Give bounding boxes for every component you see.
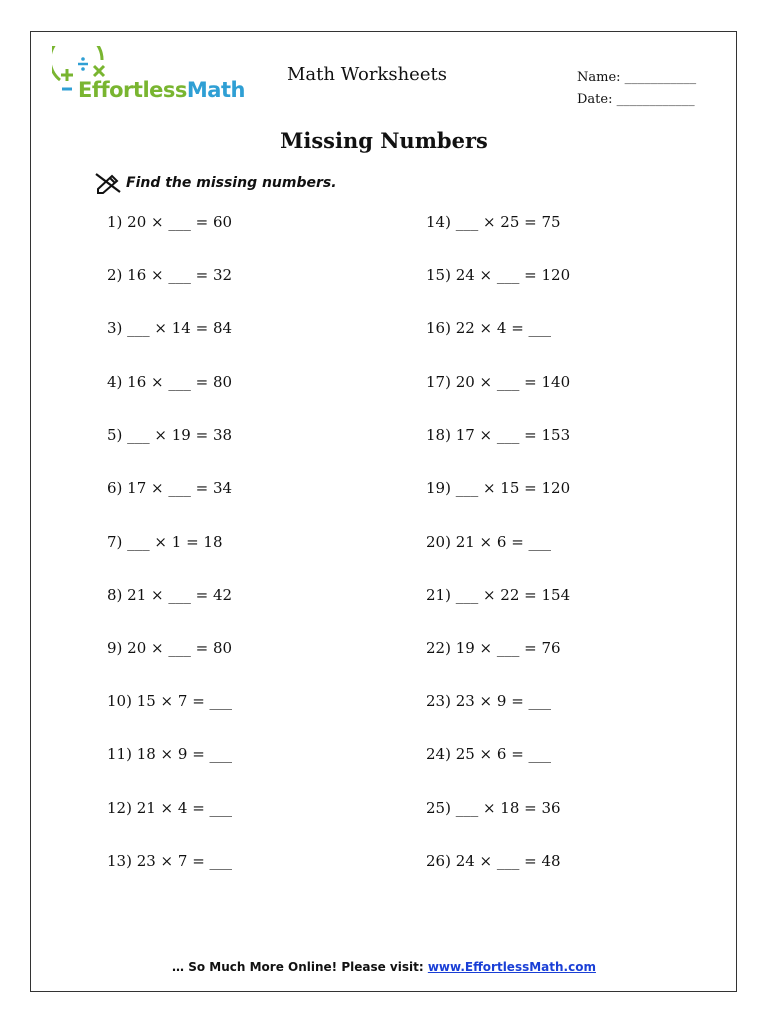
problem-15: 15) 24 × ___ = 120 — [426, 266, 571, 284]
problem-14: 14) ___ × 25 = 75 — [426, 213, 561, 231]
problem-4: 4) 16 × ___ = 80 — [107, 373, 233, 391]
problem-6: 6) 17 × ___ = 34 — [107, 479, 233, 497]
logo-brand-math: Math — [186, 78, 245, 102]
problem-2: 2) 16 × ___ = 32 — [107, 266, 233, 284]
pencil-icon — [95, 172, 121, 194]
footer — [0, 960, 768, 974]
logo-wordmark — [78, 78, 245, 102]
header-title: Math Worksheets — [287, 64, 447, 85]
problem-3: 3) ___ × 14 = 84 — [107, 319, 233, 337]
problem-26: 26) 24 × ___ = 48 — [426, 852, 561, 870]
worksheet-title: Missing Numbers — [280, 128, 488, 153]
footer-link[interactable]: www.EffortlessMath.com — [427, 960, 596, 974]
name-field: Name: ___________ — [577, 70, 697, 85]
problem-20: 20) 21 × 6 = ___ — [426, 533, 552, 551]
problem-21: 21) ___ × 22 = 154 — [426, 586, 571, 604]
footer-text: … So Much More Online! Please visit: — [172, 960, 428, 974]
problem-18: 18) 17 × ___ = 153 — [426, 426, 571, 444]
date-field: Date: ____________ — [577, 92, 695, 107]
instruction-text: Find the missing numbers. — [126, 175, 337, 191]
problem-22: 22) 19 × ___ = 76 — [426, 639, 561, 657]
problem-23: 23) 23 × 9 = ___ — [426, 692, 552, 710]
problem-1: 1) 20 × ___ = 60 — [107, 213, 233, 231]
problem-19: 19) ___ × 15 = 120 — [426, 479, 571, 497]
problem-17: 17) 20 × ___ = 140 — [426, 373, 571, 391]
problem-8: 8) 21 × ___ = 42 — [107, 586, 233, 604]
problem-16: 16) 22 × 4 = ___ — [426, 319, 552, 337]
problem-9: 9) 20 × ___ = 80 — [107, 639, 233, 657]
problem-11: 11) 18 × 9 = ___ — [107, 745, 233, 763]
problem-13: 13) 23 × 7 = ___ — [107, 852, 233, 870]
problem-7: 7) ___ × 1 = 18 — [107, 533, 223, 551]
problem-24: 24) 25 × 6 = ___ — [426, 745, 552, 763]
problem-25: 25) ___ × 18 = 36 — [426, 799, 561, 817]
logo-brand-effortless: Effortless — [78, 78, 187, 102]
problem-10: 10) 15 × 7 = ___ — [107, 692, 233, 710]
problem-5: 5) ___ × 19 = 38 — [107, 426, 233, 444]
problem-12: 12) 21 × 4 = ___ — [107, 799, 233, 817]
